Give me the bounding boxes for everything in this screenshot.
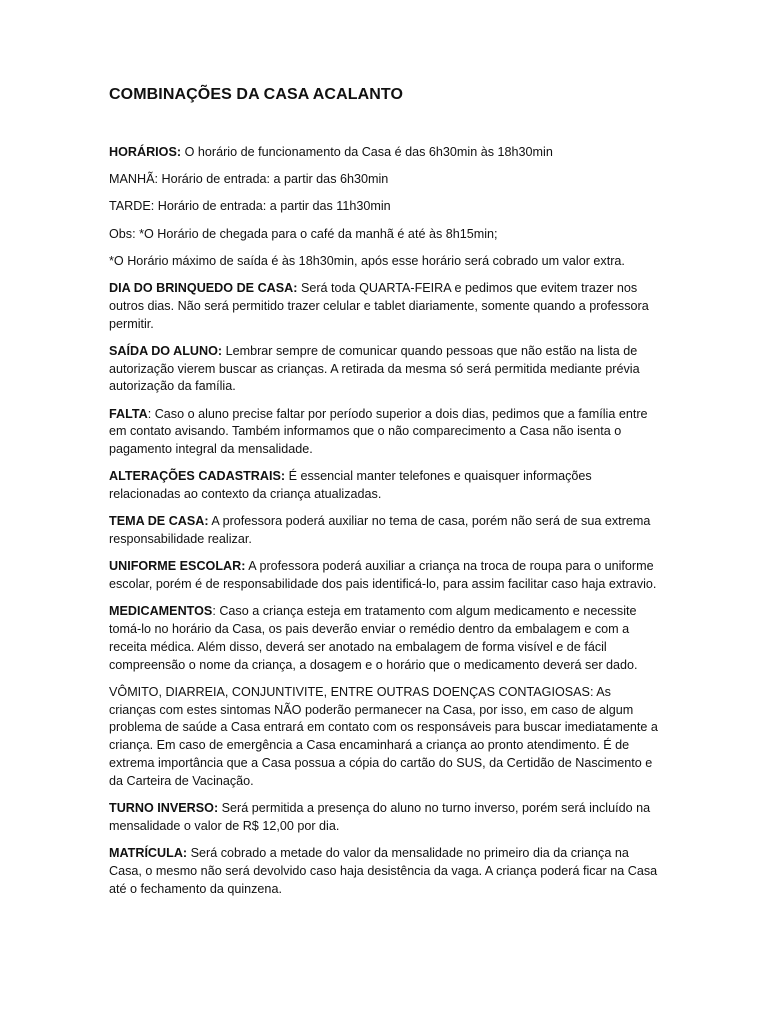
paragraph-text: : Caso a criança esteja em tratamento com algum medicamento e necessite tomá-lo no horário da Casa, os pais deverão enviar o remédio dentro da embalagem e com a receita médica. Além disso, deverá ser anotado na embalagem de forma visível e de fácil compreensão o nome da criança, a dosagem e o horário que o medicamento deverá ser dado. — [109, 604, 638, 672]
paragraph-label: MATRÍCULA: — [109, 845, 188, 860]
paragraph-label: UNIFORME ESCOLAR: — [109, 559, 246, 574]
paragraph-horarios — [109, 144, 659, 162]
paragraph-text: A professora poderá auxiliar no tema de casa, porém não será de sua extrema responsabilidade realizar. — [109, 514, 651, 547]
paragraph-falta — [109, 406, 659, 459]
document-body — [109, 144, 659, 908]
paragraph-alteracoes-cadastrais — [109, 468, 659, 504]
paragraph-dia-brinquedo — [109, 280, 659, 333]
paragraph-text: Será toda QUARTA-FEIRA e pedimos que evitem trazer nos outros dias. Não será permitido trazer celular e tablet diariamente, somente quando a professora permitir. — [109, 280, 649, 331]
paragraph-text: MANHÃ: Horário de entrada: a partir das 6h30min — [109, 172, 389, 187]
paragraph-text: A professora poderá auxiliar a criança na troca de roupa para o uniforme escolar, porém é de responsabilidade dos pais identificá-lo, para assim facilitar caso haja extravio. — [109, 559, 657, 592]
paragraph-matricula — [109, 845, 659, 898]
paragraph-text: Será permitida a presença do aluno no turno inverso, porém será incluído na mensalidade o valor de R$ 12,00 por dia. — [109, 800, 651, 833]
document-title: COMBINAÇÕES DA CASA ACALANTO — [109, 86, 404, 103]
paragraph-text: : Caso o aluno precise faltar por período superior a dois dias, pedimos que a família entre em contato avisando. Também informamos que o não comparecimento a Casa não isenta o pagamento integral da mensalidade. — [109, 406, 648, 457]
paragraph-label: DIA DO BRINQUEDO DE CASA: — [109, 280, 298, 295]
paragraph-label: TURNO INVERSO: — [109, 800, 219, 815]
paragraph-text: TARDE: Horário de entrada: a partir das 11h30min — [109, 199, 391, 214]
paragraph-label: TEMA DE CASA: — [109, 514, 209, 529]
paragraph-label: FALTA — [109, 406, 148, 421]
paragraph-uniforme — [109, 558, 659, 594]
paragraph-label: MEDICAMENTOS — [109, 604, 213, 619]
paragraph-label: HORÁRIOS: — [109, 145, 182, 159]
paragraph-turno-inverso — [109, 800, 659, 836]
paragraph-label: ALTERAÇÕES CADASTRAIS: — [109, 469, 286, 484]
paragraph-medicamentos — [109, 603, 659, 674]
paragraph-tema-casa — [109, 513, 659, 549]
paragraph-text: *O Horário máximo de saída é às 18h30min, após esse horário será cobrado um valor extra. — [109, 253, 625, 268]
paragraph-text: Será cobrado a metade do valor da mensalidade no primeiro dia da criança na Casa, o mesmo não será devolvido caso haja desistência da vaga. A criança poderá ficar na Casa até o fechamento da quinzena. — [109, 845, 658, 896]
paragraph-label: SAÍDA DO ALUNO: — [109, 343, 223, 358]
paragraph-tarde — [109, 198, 659, 216]
paragraph-obs — [109, 226, 659, 244]
paragraph-manha — [109, 171, 659, 189]
paragraph-text: VÔMITO, DIARREIA, CONJUNTIVITE, ENTRE OUTRAS DOENÇAS CONTAGIOSAS: As crianças com estes sintomas NÃO poderão permanecer na Casa, por isso, em caso de algum problema de saúde a Casa entrará em contato com os responsáveis para buscar imediatamente a criança. Em caso de emergência a Casa encaminhará a criança ao pronto atendimento. É de extrema importância que a Casa possua a cópia do cartão do SUS, da Certidão de Nascimento e da Carteira de Vacinação. — [109, 684, 658, 788]
paragraph-text: Obs: *O Horário de chegada para o café da manhã é até às 8h15min; — [109, 226, 498, 241]
paragraph-doencas — [109, 684, 659, 791]
paragraph-text: O horário de funcionamento da Casa é das 6h30min às 18h30min — [181, 145, 553, 159]
paragraph-text: Lembrar sempre de comunicar quando pessoas que não estão na lista de autorização vierem buscar as crianças. A retirada da mesma só será permitida mediante prévia autorização da família. — [109, 343, 640, 394]
paragraph-text: É essencial manter telefones e quaisquer informações relacionadas ao contexto da criança atualizadas. — [109, 469, 592, 502]
paragraph-horario-maximo — [109, 253, 659, 271]
paragraph-saida-aluno — [109, 343, 659, 396]
